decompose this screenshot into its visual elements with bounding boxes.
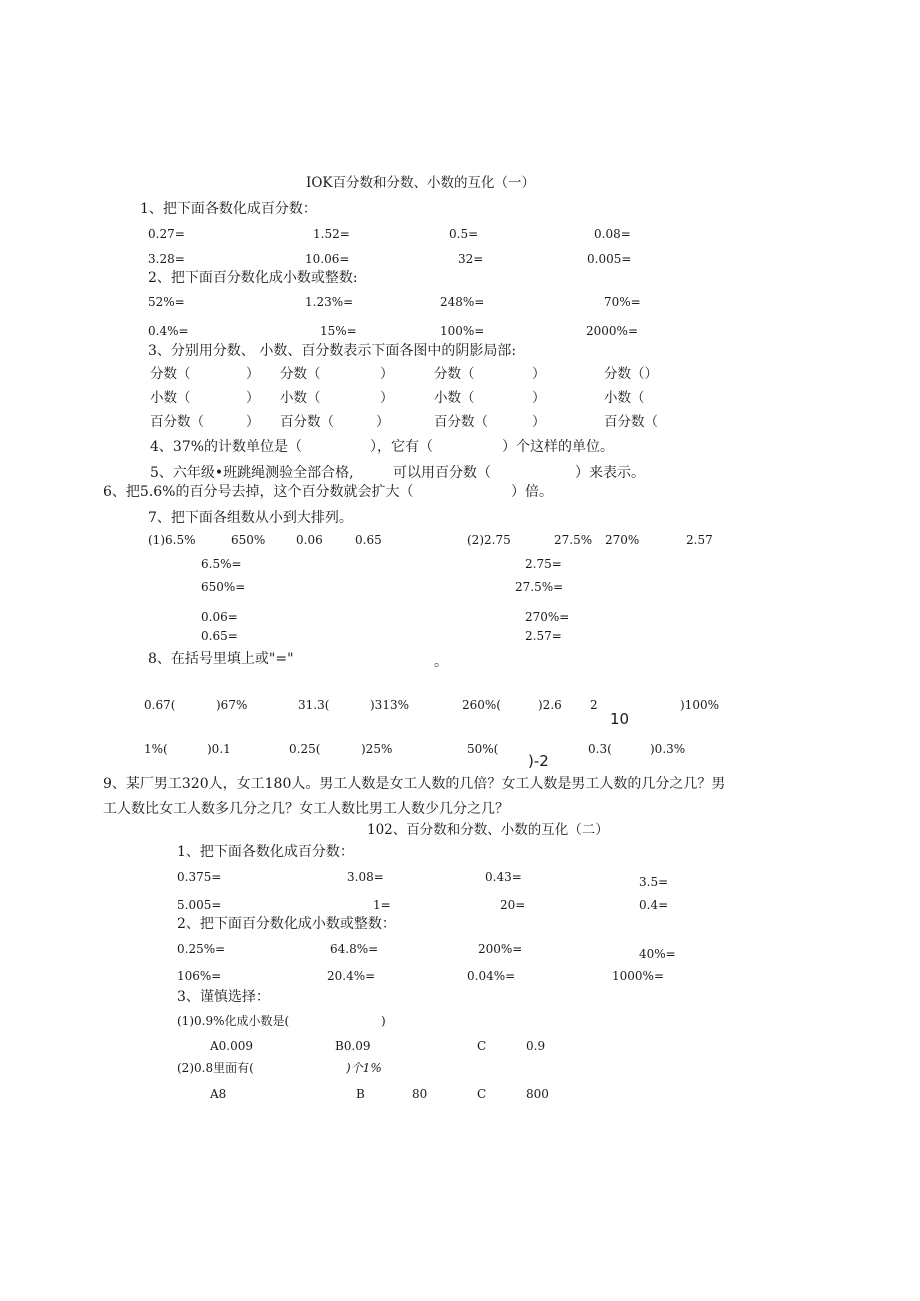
- q3-paren: ）: [246, 414, 260, 430]
- q7-label: 7、把下面各组数从小到大排列。: [148, 510, 353, 526]
- q5-text: ）来表示。: [575, 465, 645, 481]
- q7-group2-item: 2.57: [686, 533, 713, 547]
- q6-text: 6、把5.6%的百分号去掉，这个百分数就会扩大（: [103, 484, 414, 500]
- q7-answer-line: 27.5%=: [515, 580, 564, 594]
- option-b: B: [356, 1087, 365, 1101]
- option-b-value: 80: [412, 1087, 428, 1101]
- q3-paren: ）: [380, 390, 394, 406]
- p2-q3-sub2-tail: )个1%: [346, 1061, 382, 1075]
- q8-item: 260%(: [462, 698, 501, 712]
- p2-q2-item: 64.8%=: [330, 942, 379, 956]
- p2-q2-item: 106%=: [177, 969, 222, 983]
- q2-label: 2、把下面百分数化成小数或整数:: [148, 270, 358, 286]
- q8-item: )313%: [370, 698, 409, 712]
- q4-text: ），它有（: [370, 439, 433, 455]
- q7-group2-item: 270%: [605, 533, 640, 547]
- q8-item: )2.6: [538, 698, 562, 712]
- p2-q1-item: 1=: [373, 898, 391, 912]
- q3-decimal: 小数（: [434, 390, 475, 406]
- q7-group1-item: (1)6.5%: [148, 533, 196, 547]
- q9-line: 工人数比女工人数多几分之几？女工人数比男工人数少几分之几？: [103, 801, 509, 817]
- q2-item: 70%=: [604, 295, 641, 309]
- q8-item: )100%: [680, 698, 719, 712]
- p2-q2-item: 40%=: [639, 947, 676, 961]
- q8-period: 。: [434, 654, 448, 670]
- p2-q3-sub1-close: ): [381, 1014, 386, 1028]
- option-a: A0.009: [210, 1039, 254, 1053]
- q1-item: 3.28=: [148, 252, 185, 266]
- q8-label: 8、在括号里填上或"=": [148, 651, 294, 667]
- q3-decimal: 小数（: [150, 390, 191, 406]
- p2-q3-sub1: (1)0.9%化成小数是(: [177, 1014, 290, 1028]
- q7-answer-line: 650%=: [201, 580, 246, 594]
- q2-item: 1.23%=: [305, 295, 354, 309]
- q4-text: 4、37%的计数单位是（: [150, 439, 303, 455]
- q2-item: 248%=: [440, 295, 485, 309]
- q3-percent: 百分数（: [604, 414, 658, 430]
- q3-paren: ）: [380, 366, 394, 382]
- q3-fraction: 分数（: [150, 366, 191, 382]
- q1-item: 0.5=: [449, 227, 479, 241]
- q1-item: 0.27=: [148, 227, 185, 241]
- q7-group2-item: (2)2.75: [467, 533, 511, 547]
- q8-item: 0.3(: [588, 742, 612, 756]
- q7-group2-item: 27.5%: [554, 533, 593, 547]
- p2-q2-label: 2、把下面百分数化成小数或整数：: [177, 916, 396, 932]
- q7-answer-line: 0.65=: [201, 629, 238, 643]
- q3-percent: 百分数（: [150, 414, 204, 430]
- p2-q1-item: 0.43=: [485, 870, 522, 884]
- q5-text: 5、六年级•班跳绳测验全部合格,: [150, 465, 354, 481]
- p2-q2-item: 20.4%=: [327, 969, 376, 983]
- q8-minus2: )-2: [528, 752, 549, 770]
- q1-item: 0.005=: [587, 252, 632, 266]
- p2-q3-sub2: (2)0.8里面有(: [177, 1061, 254, 1075]
- q3-paren: ）: [376, 414, 390, 430]
- q8-item: 0.67(: [144, 698, 176, 712]
- q3-paren: ）: [246, 366, 260, 382]
- q8-ten: 10: [610, 710, 630, 728]
- q3-decimal: 小数（: [280, 390, 321, 406]
- worksheet-title-1: IOK百分数和分数、小数的互化（一）: [306, 175, 535, 191]
- q7-answer-line: 0.06=: [201, 610, 238, 624]
- p2-q1-item: 0.4=: [639, 898, 669, 912]
- q9-line: 9、某厂男工320人，女工180人。男工人数是女工人数的几倍？女工人数是男工人数的几分之几？男: [103, 776, 726, 792]
- q3-paren: ）: [532, 414, 546, 430]
- q1-label: 1、把下面各数化成百分数：: [140, 201, 317, 217]
- q4-text: ）个这样的单位。: [502, 439, 614, 455]
- q1-item: 32=: [458, 252, 484, 266]
- q3-percent: 百分数（: [434, 414, 488, 430]
- q5-text: 可以用百分数（: [393, 465, 491, 481]
- q7-answer-line: 2.75=: [525, 557, 562, 571]
- q1-item: 0.08=: [594, 227, 631, 241]
- option-c: C: [477, 1087, 487, 1101]
- q8-item: )25%: [361, 742, 393, 756]
- p2-q1-item: 3.08=: [347, 870, 384, 884]
- q3-paren: ）: [246, 390, 260, 406]
- q8-item: 31.3(: [298, 698, 330, 712]
- q2-item: 100%=: [440, 324, 485, 338]
- q8-item: 50%(: [467, 742, 499, 756]
- q3-paren: ）: [532, 390, 546, 406]
- q8-item: 1%(: [144, 742, 168, 756]
- option-b: B0.09: [335, 1039, 371, 1053]
- option-c-value: 800: [526, 1087, 549, 1101]
- p2-q2-item: 200%=: [478, 942, 523, 956]
- q7-group1-item: 0.06: [296, 533, 323, 547]
- q3-fraction: 分数（）: [604, 366, 658, 382]
- p2-q2-item: 0.04%=: [467, 969, 516, 983]
- option-c-value: 0.9: [526, 1039, 546, 1053]
- p2-q1-item: 3.5=: [639, 875, 669, 889]
- q1-item: 1.52=: [313, 227, 350, 241]
- q7-group1-item: 0.65: [355, 533, 382, 547]
- worksheet-title-2: 102、百分数和分数、小数的互化（二）: [367, 822, 609, 838]
- q8-item: )0.1: [207, 742, 231, 756]
- q3-paren: ）: [532, 366, 546, 382]
- q3-fraction: 分数（: [434, 366, 475, 382]
- q7-answer-line: 2.57=: [525, 629, 562, 643]
- p2-q2-item: 1000%=: [612, 969, 664, 983]
- q8-item: )0.3%: [650, 742, 686, 756]
- q3-label: 3、分别用分数、 小数、百分数表示下面各图中的阴影局部:: [148, 343, 517, 359]
- q3-decimal: 小数（: [604, 390, 645, 406]
- q7-group1-item: 650%: [231, 533, 266, 547]
- q7-answer-line: 270%=: [525, 610, 570, 624]
- q3-percent: 百分数（: [280, 414, 334, 430]
- q8-item: )67%: [216, 698, 248, 712]
- q1-item: 10.06=: [305, 252, 350, 266]
- q8-item: 2: [590, 698, 598, 712]
- q6-text: ）倍。: [511, 484, 553, 500]
- q2-item: 15%=: [320, 324, 357, 338]
- p2-q1-item: 5.005=: [177, 898, 222, 912]
- q2-item: 0.4%=: [148, 324, 189, 338]
- p2-q1-label: 1、把下面各数化成百分数：: [177, 844, 354, 860]
- q3-fraction: 分数（: [280, 366, 321, 382]
- q2-item: 2000%=: [586, 324, 638, 338]
- p2-q2-item: 0.25%=: [177, 942, 226, 956]
- option-c: C: [477, 1039, 487, 1053]
- p2-q3-label: 3、谨慎选择：: [177, 989, 270, 1005]
- q7-answer-line: 6.5%=: [201, 557, 242, 571]
- p2-q1-item: 20=: [500, 898, 526, 912]
- p2-q1-item: 0.375=: [177, 870, 222, 884]
- q8-item: 0.25(: [289, 742, 321, 756]
- q2-item: 52%=: [148, 295, 185, 309]
- option-a: A8: [210, 1087, 227, 1101]
